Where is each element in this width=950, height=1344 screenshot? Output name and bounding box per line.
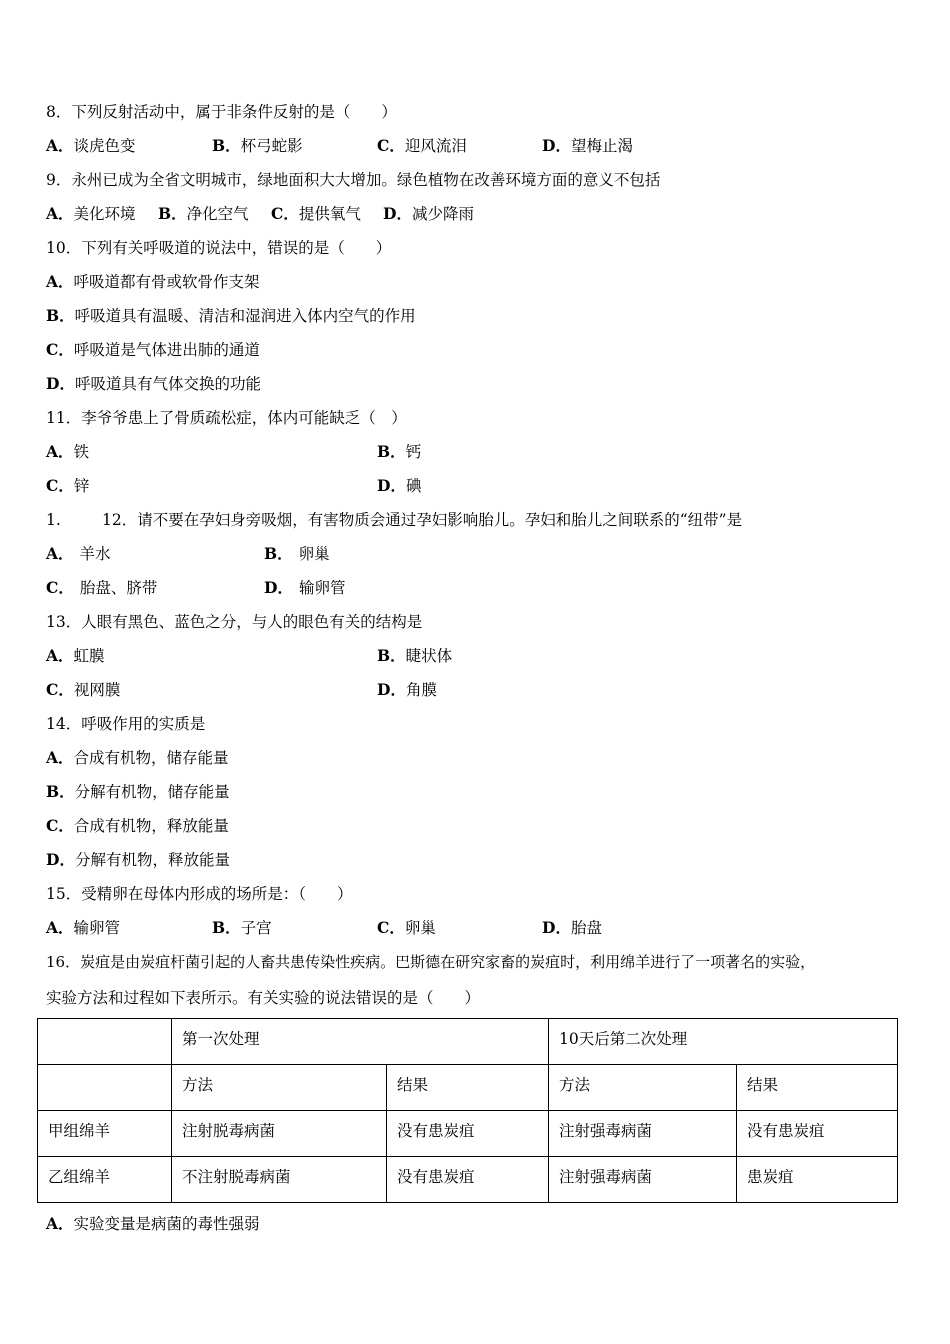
option-text: 角膜 <box>405 681 437 699</box>
q11-option-c <box>46 476 89 496</box>
q8-option-d <box>542 136 633 156</box>
option-text: 钙 <box>405 443 422 461</box>
q14-option-d <box>46 850 230 870</box>
table-subheader-row <box>38 1065 898 1111</box>
option-text: 合成有机物，储存能量 <box>73 749 229 767</box>
table-row <box>38 1157 898 1203</box>
option-label: C． <box>377 136 405 155</box>
q14-option-c <box>46 816 229 836</box>
option-label: D． <box>46 374 75 393</box>
option-text: 分解有机物，储存能量 <box>74 783 230 801</box>
question-15-stem: 15．受精卵在母体内形成的场所是：（ ） <box>46 885 353 903</box>
question-10-stem: 10．下列有关呼吸道的说法中，错误的是（ ） <box>46 239 392 257</box>
option-text: 提供氧气 <box>298 205 361 223</box>
option-text: 谈虎色变 <box>73 137 136 155</box>
option-text: 呼吸道具有温暖、清洁和湿润进入体内空气的作用 <box>74 307 416 325</box>
q13-option-b <box>377 646 452 666</box>
q12-option-a <box>46 544 111 564</box>
q15-option-a <box>46 918 120 938</box>
option-text: 杯弓蛇影 <box>240 137 303 155</box>
option-label: B． <box>264 544 293 563</box>
q14-option-b <box>46 782 230 802</box>
option-text: 视网膜 <box>73 681 121 699</box>
option-text: 铁 <box>73 443 90 461</box>
option-text: 呼吸道都有骨或软骨作支架 <box>73 273 260 291</box>
option-label: A． <box>46 918 74 937</box>
q12-option-d <box>264 578 345 598</box>
q9-option-c <box>271 204 361 224</box>
option-text: 输卵管 <box>298 579 346 597</box>
question-11-stem: 11．李爷爷患上了骨质疏松症，体内可能缺乏（ ） <box>46 409 407 427</box>
table-header-cell: 结果 <box>387 1065 549 1111</box>
q8-option-a <box>46 136 136 156</box>
option-label: C． <box>46 476 74 495</box>
q8-option-c <box>377 136 467 156</box>
option-text: 合成有机物，释放能量 <box>73 817 229 835</box>
q13-option-c <box>46 680 120 700</box>
option-label: B． <box>212 918 241 937</box>
table-cell <box>38 1065 172 1111</box>
table-cell: 注射强毒病菌 <box>549 1111 737 1157</box>
option-label: D． <box>377 476 406 495</box>
option-label: C． <box>46 578 74 597</box>
question-16-stem-line1: 16．炭疽是由炭疽杆菌引起的人畜共患传染性疾病。巴斯德在研究家畜的炭疽时，利用绵羊进行了一项著名的实验， <box>46 953 816 971</box>
q11-option-d <box>377 476 421 496</box>
option-label: B． <box>46 306 75 325</box>
q12-option-c <box>46 578 157 598</box>
q14-option-a <box>46 748 229 768</box>
q9-option-d <box>383 204 474 224</box>
table-cell: 甲组绵羊 <box>38 1111 172 1157</box>
option-text: 胎盘 <box>570 919 602 937</box>
table-header-cell: 第一次处理 <box>172 1019 549 1065</box>
table-cell: 乙组绵羊 <box>38 1157 172 1203</box>
question-13-stem: 13．人眼有黑色、蓝色之分，与人的眼色有关的结构是 <box>46 613 423 631</box>
table-cell: 患炭疽 <box>737 1157 898 1203</box>
q15-option-c <box>377 918 436 938</box>
option-label: C． <box>271 204 299 223</box>
option-text: 卵巢 <box>298 545 330 563</box>
option-label: C． <box>46 816 74 835</box>
q10-option-b <box>46 306 416 326</box>
question-9-stem: 9．永州已成为全省文明城市，绿地面积大大增加。绿色植物在改善环境方面的意义不包括 <box>46 171 661 189</box>
q16-option-a <box>46 1214 260 1234</box>
q8-option-b <box>212 136 303 156</box>
q10-option-c <box>46 340 260 360</box>
option-text: 呼吸道是气体进出肺的通道 <box>73 341 260 359</box>
q13-option-a <box>46 646 105 666</box>
question-12-stem: 12．请不要在孕妇身旁吸烟，有害物质会通过孕妇影响胎儿。孕妇和胎儿之间联系的“纽带”是 <box>102 511 743 529</box>
option-label: D． <box>542 136 571 155</box>
table-cell <box>38 1019 172 1065</box>
table-row <box>38 1111 898 1157</box>
option-text: 呼吸道具有气体交换的功能 <box>74 375 261 393</box>
option-text: 输卵管 <box>73 919 121 937</box>
list-number: 1. <box>46 511 61 529</box>
q11-option-b <box>377 442 421 462</box>
option-text: 碘 <box>405 477 422 495</box>
option-text: 实验变量是病菌的毒性强弱 <box>73 1215 260 1233</box>
option-text: 子宫 <box>240 919 272 937</box>
option-label: C． <box>46 680 74 699</box>
q10-option-d <box>46 374 261 394</box>
option-label: A． <box>46 544 74 563</box>
option-label: D． <box>377 680 406 699</box>
table-cell: 注射脱毒病菌 <box>172 1111 387 1157</box>
option-text: 分解有机物，释放能量 <box>74 851 230 869</box>
q15-option-b <box>212 918 272 938</box>
option-label: A． <box>46 136 74 155</box>
option-label: B． <box>158 204 187 223</box>
option-label: C． <box>377 918 405 937</box>
option-label: D． <box>46 850 75 869</box>
q12-option-b <box>264 544 330 564</box>
table-header-row <box>38 1019 898 1065</box>
question-14-stem: 14．呼吸作用的实质是 <box>46 715 206 733</box>
option-label: D． <box>542 918 571 937</box>
q10-option-a <box>46 272 260 292</box>
q9-option-a <box>46 204 136 224</box>
option-text: 睫状体 <box>405 647 453 665</box>
table-cell: 注射强毒病菌 <box>549 1157 737 1203</box>
option-label: A． <box>46 442 74 461</box>
option-label: A． <box>46 646 74 665</box>
option-label: A． <box>46 1214 74 1233</box>
table-header-cell: 10天后第二次处理 <box>549 1019 898 1065</box>
option-label: B． <box>377 646 406 665</box>
option-text: 卵巢 <box>404 919 436 937</box>
option-label: D． <box>383 204 412 223</box>
option-text: 美化环境 <box>73 205 136 223</box>
option-label: A． <box>46 204 74 223</box>
option-label: B． <box>212 136 241 155</box>
table-cell: 不注射脱毒病菌 <box>172 1157 387 1203</box>
option-text: 虹膜 <box>73 647 105 665</box>
question-8-stem: 8．下列反射活动中，属于非条件反射的是（ ） <box>46 103 397 121</box>
table-header-cell: 方法 <box>172 1065 387 1111</box>
option-text: 望梅止渴 <box>570 137 633 155</box>
table-cell: 没有患炭疽 <box>737 1111 898 1157</box>
option-label: A． <box>46 748 74 767</box>
option-label: B． <box>46 782 75 801</box>
option-text: 减少降雨 <box>411 205 474 223</box>
q9-option-b <box>158 204 249 224</box>
q11-option-a <box>46 442 89 462</box>
q15-option-d <box>542 918 602 938</box>
option-text: 胎盘、脐带 <box>79 579 158 597</box>
table-cell: 没有患炭疽 <box>387 1157 549 1203</box>
table-header-cell: 结果 <box>737 1065 898 1111</box>
experiment-table <box>37 1018 898 1203</box>
option-label: C． <box>46 340 74 359</box>
table-header-cell: 方法 <box>549 1065 737 1111</box>
question-16-stem-line2: 实验方法和过程如下表所示。有关实验的说法错误的是（ ） <box>46 989 481 1007</box>
option-text: 净化空气 <box>186 205 249 223</box>
option-label: B． <box>377 442 406 461</box>
option-text: 羊水 <box>79 545 111 563</box>
table-cell: 没有患炭疽 <box>387 1111 549 1157</box>
option-label: D． <box>264 578 293 597</box>
option-text: 锌 <box>73 477 90 495</box>
option-label: A． <box>46 272 74 291</box>
q13-option-d <box>377 680 437 700</box>
option-text: 迎风流泪 <box>404 137 467 155</box>
